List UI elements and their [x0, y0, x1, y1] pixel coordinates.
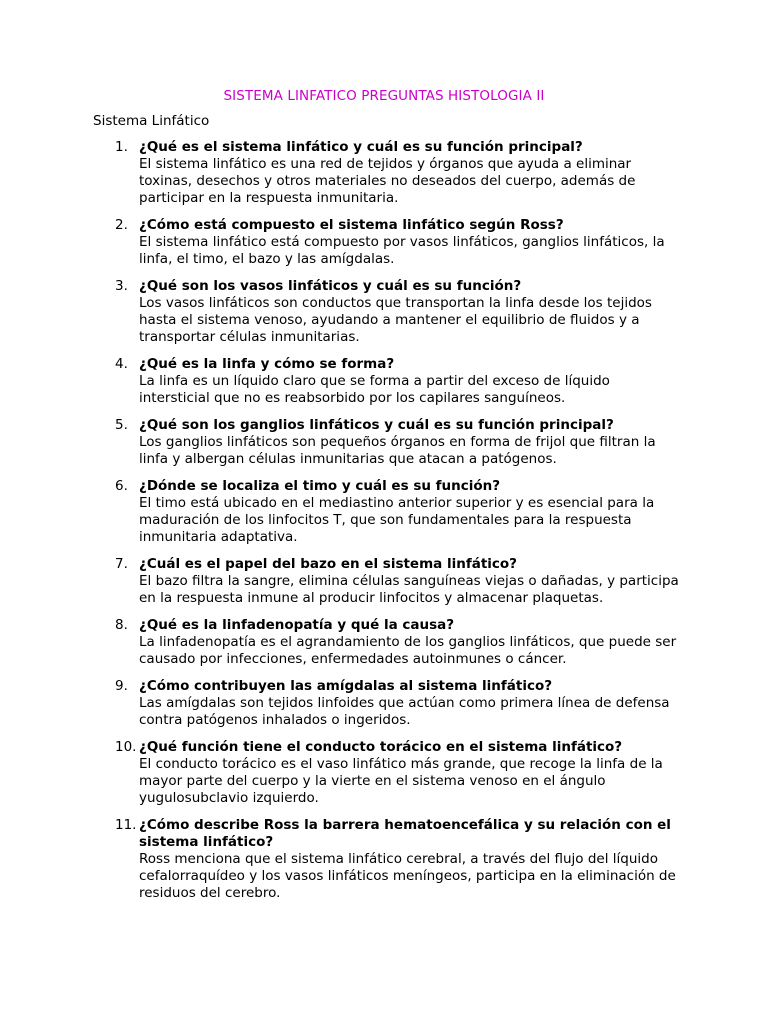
- question-number: 6.: [115, 478, 128, 494]
- answer-text: El sistema linfático está compuesto por vasos linfáticos, ganglios linfáticos, la linfa, el timo, el bazo y las amígdalas.: [139, 234, 665, 267]
- answer-text: Ross menciona que el sistema linfático cerebral, a través del flujo del líquido cefalorraquídeo y los vasos linfáticos meníngeos, participa en la eliminación de residuos del cerebro.: [139, 851, 676, 901]
- answer-text: Los ganglios linfáticos son pequeños órganos en forma de frijol que filtran la linfa y albergan células inmunitarias que atacan a patógenos.: [139, 434, 656, 467]
- answer-text: La linfa es un líquido claro que se forma a partir del exceso de líquido intersticial que no es reabsorbido por los capilares sanguíneos.: [139, 373, 610, 406]
- answer-text: El bazo filtra la sangre, elimina células sanguíneas viejas o dañadas, y participa en la respuesta inmune al producir linfocitos y almacenar plaquetas.: [139, 573, 679, 606]
- question-text: ¿Qué es el sistema linfático y cuál es su función principal?: [139, 139, 583, 155]
- question-number: 3.: [115, 278, 128, 294]
- question-text: ¿Qué es la linfadenopatía y qué la causa?: [139, 617, 455, 633]
- question-item-7: [0, 556, 768, 607]
- question-text: ¿Cómo describe Ross la barrera hematoencefálica y su relación con el sistema linfático?: [139, 817, 671, 850]
- question-list: [0, 139, 768, 912]
- question-text: ¿Dónde se localiza el timo y cuál es su función?: [139, 478, 501, 494]
- question-text: ¿Cuál es el papel del bazo en el sistema linfático?: [139, 556, 518, 572]
- question-number: 11.: [115, 817, 137, 833]
- question-number: 2.: [115, 217, 128, 233]
- question-number: 10.: [115, 739, 137, 755]
- question-text: ¿Cómo está compuesto el sistema linfático según Ross?: [139, 217, 564, 233]
- question-number: 1.: [115, 139, 128, 155]
- question-item-3: [0, 278, 768, 346]
- document-title: SISTEMA LINFATICO PREGUNTAS HISTOLOGIA II: [223, 88, 545, 104]
- question-item-10: [0, 739, 768, 807]
- question-item-9: [0, 678, 768, 729]
- answer-text: El conducto torácico es el vaso linfático más grande, que recoge la linfa de la mayor parte del cuerpo y la vierte en el sistema venoso en el ángulo yugulosubclavio izquierdo.: [139, 756, 663, 806]
- question-text: ¿Qué son los vasos linfáticos y cuál es su función?: [139, 278, 522, 294]
- answer-text: El sistema linfático es una red de tejidos y órganos que ayuda a eliminar toxinas, desechos y otros materiales no deseados del cuerpo, además de participar en la respuesta inmunitaria.: [139, 156, 636, 206]
- question-item-1: [0, 139, 768, 207]
- question-item-11: [0, 817, 768, 902]
- answer-text: La linfadenopatía es el agrandamiento de los ganglios linfáticos, que puede ser causado por infecciones, enfermedades autoinmunes o cáncer.: [139, 634, 677, 667]
- question-number: 5.: [115, 417, 128, 433]
- question-text: ¿Qué son los ganglios linfáticos y cuál es su función principal?: [139, 417, 614, 433]
- answer-text: El timo está ubicado en el mediastino anterior superior y es esencial para la maduración de los linfocitos T, que son fundamentales para la respuesta inmunitaria adaptativa.: [139, 495, 655, 545]
- question-item-4: [0, 356, 768, 407]
- question-text: ¿Qué es la linfa y cómo se forma?: [139, 356, 395, 372]
- question-number: 8.: [115, 617, 128, 633]
- question-number: 4.: [115, 356, 128, 372]
- section-heading: Sistema Linfático: [93, 113, 210, 129]
- question-item-5: [0, 417, 768, 468]
- question-item-2: [0, 217, 768, 268]
- answer-text: Los vasos linfáticos son conductos que transportan la linfa desde los tejidos hasta el sistema venoso, ayudando a mantener el equilibrio de fluidos y a transportar células inmunitarias.: [139, 295, 652, 345]
- answer-text: Las amígdalas son tejidos linfoides que actúan como primera línea de defensa contra patógenos inhalados o ingeridos.: [139, 695, 670, 728]
- question-number: 7.: [115, 556, 128, 572]
- question-number: 9.: [115, 678, 128, 694]
- question-item-8: [0, 617, 768, 668]
- question-item-6: [0, 478, 768, 546]
- question-text: ¿Cómo contribuyen las amígdalas al sistema linfático?: [139, 678, 553, 694]
- question-text: ¿Qué función tiene el conducto torácico en el sistema linfático?: [139, 739, 623, 755]
